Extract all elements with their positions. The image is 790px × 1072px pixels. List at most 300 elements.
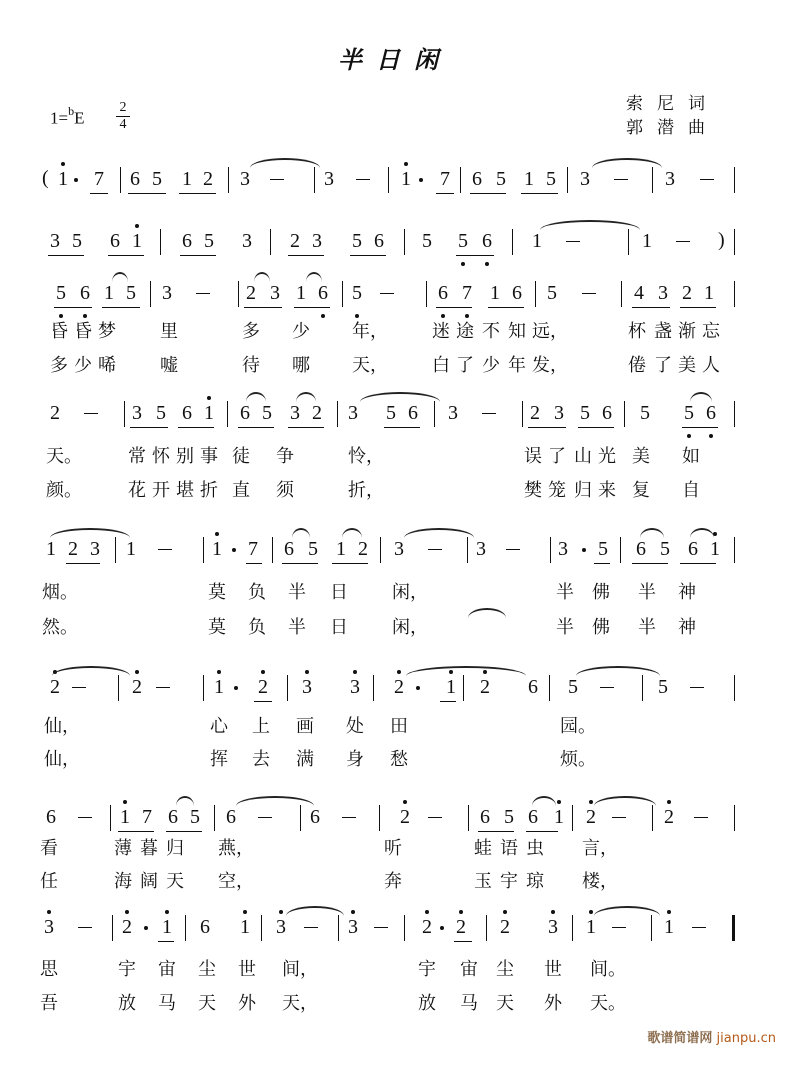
barline xyxy=(486,915,487,941)
note: 3 xyxy=(394,538,404,560)
barline xyxy=(238,281,239,307)
note: 6 xyxy=(318,282,328,304)
beam-underline xyxy=(384,427,420,428)
dash-sustain xyxy=(692,927,706,928)
note: 1 xyxy=(446,676,456,698)
dash-sustain xyxy=(690,687,704,688)
lyric-syllable: 如 xyxy=(682,446,700,467)
lyric-syllable: 外 xyxy=(544,993,562,1014)
time-signature xyxy=(116,100,130,133)
augmentation-dot xyxy=(74,178,78,182)
note: 1 xyxy=(642,230,652,252)
tie-slur xyxy=(360,392,440,402)
watermark-url: jianpu.cn xyxy=(716,1031,776,1046)
beam-underline xyxy=(454,941,472,942)
note: 5 xyxy=(580,402,590,424)
note: 1 xyxy=(104,282,114,304)
note: 7 xyxy=(462,282,472,304)
note: 6 xyxy=(46,806,56,828)
note: 6 xyxy=(528,806,538,828)
dash-sustain xyxy=(304,927,318,928)
beam-underline xyxy=(294,307,330,308)
barline xyxy=(572,915,573,941)
credits xyxy=(626,92,719,140)
barline xyxy=(112,915,113,941)
note: 5 xyxy=(640,402,650,424)
note: 4 xyxy=(634,282,644,304)
note: 2 xyxy=(422,916,432,938)
barline xyxy=(203,537,204,563)
lyric-syllable: 听 xyxy=(384,838,402,859)
barline xyxy=(214,805,215,831)
barline xyxy=(118,675,119,701)
note: 6 xyxy=(200,916,210,938)
barline xyxy=(373,675,374,701)
dash-sustain xyxy=(270,179,284,180)
lyric-syllable: 了 xyxy=(548,446,566,467)
barline xyxy=(624,401,625,427)
dash-sustain xyxy=(78,927,92,928)
note: 3 xyxy=(50,230,60,252)
time-denominator: 4 xyxy=(116,116,130,133)
note: 3 xyxy=(132,402,142,424)
lyric-syllable: 渐 xyxy=(678,321,696,342)
note: 6 xyxy=(408,402,418,424)
note: 5 xyxy=(72,230,82,252)
note: 5 xyxy=(352,230,362,252)
barline xyxy=(404,229,405,255)
augmentation-dot xyxy=(582,548,586,552)
note: 3 xyxy=(476,538,486,560)
dash-sustain xyxy=(84,413,98,414)
note: 1 xyxy=(182,168,192,190)
lyric-syllable: 宇 xyxy=(418,959,436,980)
note: 6 xyxy=(602,402,612,424)
dash-sustain xyxy=(482,413,496,414)
lyric-syllable: 蛙 xyxy=(474,838,492,859)
lyric-syllable: 玉 xyxy=(474,871,492,892)
lyric-syllable: 马 xyxy=(158,993,176,1014)
lyric-syllable: 山 xyxy=(574,446,592,467)
barline xyxy=(300,805,301,831)
lyric-syllable: 知 xyxy=(508,321,526,342)
lyric-syllable: 忘 xyxy=(702,321,720,342)
note: 1 xyxy=(126,538,136,560)
flat-sign: b xyxy=(68,104,75,118)
note: 3 xyxy=(302,676,312,698)
barline xyxy=(426,281,427,307)
tie-slur xyxy=(342,528,362,538)
lyric-syllable: 仙， xyxy=(44,749,80,770)
beam-underline xyxy=(158,941,174,942)
lyric-syllable: 世 xyxy=(544,959,562,980)
barline xyxy=(338,915,339,941)
lyric-syllable: 笼 xyxy=(548,480,566,501)
note: 1 xyxy=(212,538,222,560)
lyric-syllable: 开 xyxy=(152,480,170,501)
note: 3 xyxy=(580,168,590,190)
note: 3 xyxy=(242,230,252,252)
augmentation-dot xyxy=(234,686,238,690)
lyric-syllable: 光 xyxy=(598,446,616,467)
lyric-syllable: 天， xyxy=(352,355,388,376)
note: 3 xyxy=(448,402,458,424)
lyric-syllable: 然。 xyxy=(42,617,78,638)
lyric-syllable: 少 xyxy=(292,321,310,342)
note: 6 xyxy=(528,676,538,698)
barline xyxy=(734,401,735,427)
note: 2 xyxy=(122,916,132,938)
beam-underline xyxy=(436,193,454,194)
note: 1 xyxy=(554,806,564,828)
lyric-syllable: 途 xyxy=(456,321,474,342)
note: 3 xyxy=(324,168,334,190)
barline xyxy=(342,281,343,307)
barline xyxy=(124,401,125,427)
barline xyxy=(734,281,735,307)
lyric-syllable: 花 xyxy=(128,480,146,501)
barline xyxy=(628,229,629,255)
lyric-syllable: 发， xyxy=(532,355,568,376)
note: 6 xyxy=(110,230,120,252)
lyric-syllable: 燕， xyxy=(218,838,254,859)
key-prefix: 1= xyxy=(50,108,69,128)
barline xyxy=(203,675,204,701)
note: 1 xyxy=(710,538,720,560)
barline xyxy=(620,537,621,563)
dash-sustain xyxy=(700,179,714,180)
lyric-syllable: 须 xyxy=(276,480,294,501)
note: 5 xyxy=(126,282,136,304)
barline xyxy=(270,229,271,255)
note: 3 xyxy=(558,538,568,560)
note: 2 xyxy=(586,806,596,828)
augmentation-dot xyxy=(144,926,148,930)
note: 1 xyxy=(704,282,714,304)
lyric-syllable: 常 xyxy=(128,446,146,467)
barline xyxy=(120,167,121,193)
barline xyxy=(734,167,735,193)
lyric-syllable: 满 xyxy=(296,749,314,770)
note: 6 xyxy=(688,538,698,560)
lyric-syllable: 折， xyxy=(348,480,384,501)
beam-underline xyxy=(632,563,668,564)
dash-sustain xyxy=(600,687,614,688)
barline xyxy=(227,401,228,427)
beam-underline xyxy=(180,255,216,256)
beam-underline xyxy=(578,427,614,428)
note: 6 xyxy=(480,806,490,828)
note: 3 xyxy=(665,168,675,190)
close-paren: ) xyxy=(718,229,725,251)
note: 7 xyxy=(94,168,104,190)
note: 5 xyxy=(152,168,162,190)
note: 2 xyxy=(664,806,674,828)
augmentation-dot xyxy=(419,178,423,182)
note: 3 xyxy=(290,402,300,424)
key-signature xyxy=(50,106,84,129)
lyric-syllable: 倦 xyxy=(628,355,646,376)
note: 6 xyxy=(482,230,492,252)
lyric-syllable: 少 xyxy=(482,355,500,376)
beam-underline xyxy=(118,831,154,832)
note: 5 xyxy=(386,402,396,424)
note: 1 xyxy=(132,230,142,252)
lyric-syllable: 宇 xyxy=(500,871,518,892)
lyric-syllable: 折 xyxy=(200,480,218,501)
beam-underline xyxy=(350,255,386,256)
lyric-syllable: 虫 xyxy=(526,838,544,859)
lyric-syllable: 心 xyxy=(210,716,228,737)
note: 3 xyxy=(162,282,172,304)
note: 1 xyxy=(120,806,130,828)
lyric-syllable: 画 xyxy=(296,716,314,737)
note: 1 xyxy=(296,282,306,304)
barline xyxy=(734,537,735,563)
lyric-syllable: 盏 xyxy=(654,321,672,342)
beam-underline xyxy=(528,427,566,428)
dash-sustain xyxy=(614,179,628,180)
note: 5 xyxy=(352,282,362,304)
barline xyxy=(550,537,551,563)
lyric-syllable: 马 xyxy=(460,993,478,1014)
tie-slur xyxy=(246,392,266,402)
dash-sustain xyxy=(676,241,690,242)
beam-underline xyxy=(470,193,506,194)
note: 1 xyxy=(586,916,596,938)
barline xyxy=(734,229,735,255)
beam-underline xyxy=(632,307,670,308)
beam-underline xyxy=(244,307,282,308)
lyric-syllable: 语 xyxy=(500,838,518,859)
note: 5 xyxy=(546,168,556,190)
lyric-syllable: 海 xyxy=(114,871,132,892)
beam-underline xyxy=(246,563,262,564)
note: 2 xyxy=(682,282,692,304)
note: 6 xyxy=(284,538,294,560)
lyric-syllable: 杯 xyxy=(628,321,646,342)
note: 2 xyxy=(132,676,142,698)
note: 6 xyxy=(636,538,646,560)
lyric-syllable: 日 xyxy=(330,617,348,638)
lyric-syllable: 待 xyxy=(242,355,260,376)
key-note: E xyxy=(74,108,85,128)
lyric-syllable: 天 xyxy=(166,871,184,892)
lyric-syllable: 堪 xyxy=(176,480,194,501)
note: 2 xyxy=(312,402,322,424)
tie-slur xyxy=(250,158,320,168)
barline xyxy=(572,805,573,831)
note: 2 xyxy=(500,916,510,938)
note: 1 xyxy=(214,676,224,698)
note: 2 xyxy=(456,916,466,938)
tie-slur xyxy=(236,796,314,806)
note: 2 xyxy=(290,230,300,252)
note: 2 xyxy=(394,676,404,698)
lyric-syllable: 负 xyxy=(248,617,266,638)
lyric-syllable: 放 xyxy=(118,993,136,1014)
lyric-syllable: 奔 xyxy=(384,871,402,892)
beam-underline xyxy=(54,307,92,308)
lyric-syllable: 薄 xyxy=(114,838,132,859)
tie-slur xyxy=(112,272,128,282)
barline xyxy=(434,401,435,427)
beam-underline xyxy=(526,831,558,832)
beam-underline xyxy=(166,831,202,832)
lyric-syllable: 烟。 xyxy=(42,582,78,603)
lyric-syllable: 徒 xyxy=(232,446,250,467)
note: 5 xyxy=(658,676,668,698)
note: 5 xyxy=(496,168,506,190)
lyric-syllable: 暮 xyxy=(140,838,158,859)
note: 5 xyxy=(56,282,66,304)
note: 5 xyxy=(190,806,200,828)
beam-underline xyxy=(179,193,216,194)
note: 5 xyxy=(684,402,694,424)
lyric-syllable: 佛 xyxy=(592,617,610,638)
tie-slur xyxy=(292,528,310,538)
lyric-syllable: 园。 xyxy=(560,716,596,737)
dash-sustain xyxy=(612,927,626,928)
tie-slur xyxy=(306,272,322,282)
barline xyxy=(404,915,405,941)
lyric-syllable: 唏 xyxy=(98,355,116,376)
barline xyxy=(228,167,229,193)
note: 6 xyxy=(80,282,90,304)
tie-slur xyxy=(254,272,270,282)
beam-underline xyxy=(288,255,324,256)
lyric-syllable: 事 xyxy=(200,446,218,467)
beam-underline xyxy=(178,427,214,428)
barline xyxy=(642,675,643,701)
lyric-syllable: 嘘 xyxy=(160,355,178,376)
dash-sustain xyxy=(156,687,170,688)
beam-underline xyxy=(238,427,274,428)
barline xyxy=(388,167,389,193)
lyric-syllable: 梦 xyxy=(98,321,116,342)
lyric-syllable: 挥 xyxy=(210,749,228,770)
augmentation-dot xyxy=(416,686,420,690)
dash-sustain xyxy=(694,817,708,818)
barline xyxy=(652,167,653,193)
lyric-syllable: 任 xyxy=(40,871,58,892)
barline xyxy=(287,675,288,701)
beam-underline xyxy=(254,701,272,702)
note: 2 xyxy=(203,168,213,190)
note: 5 xyxy=(156,402,166,424)
note: 1 xyxy=(532,230,542,252)
lyric-syllable: 负 xyxy=(248,582,266,603)
dash-sustain xyxy=(380,293,394,294)
barline xyxy=(652,805,653,831)
dash-sustain xyxy=(258,817,272,818)
lyric-syllable: 了 xyxy=(654,355,672,376)
note: 2 xyxy=(400,806,410,828)
tie-slur xyxy=(690,392,712,402)
augmentation-dot xyxy=(440,926,444,930)
tie-slur xyxy=(540,220,640,230)
note: 5 xyxy=(547,282,557,304)
note: 1 xyxy=(336,538,346,560)
dash-sustain xyxy=(374,927,388,928)
dash-sustain xyxy=(506,549,520,550)
lyric-syllable: 年 xyxy=(508,355,526,376)
lyric-syllable: 烦。 xyxy=(560,749,596,770)
beam-underline xyxy=(66,563,100,564)
time-numerator: 2 xyxy=(119,100,127,115)
note: 3 xyxy=(276,916,286,938)
lyric-syllable: 自 xyxy=(682,480,700,501)
note: 3 xyxy=(548,916,558,938)
beam-underline xyxy=(282,563,318,564)
note: 3 xyxy=(240,168,250,190)
tie-slur xyxy=(286,906,344,916)
lyric-syllable: 半 xyxy=(556,617,574,638)
lyric-syllable: 了 xyxy=(456,355,474,376)
lyric-syllable: 怀 xyxy=(152,446,170,467)
barline xyxy=(115,537,116,563)
beam-underline xyxy=(288,427,324,428)
lyric-syllable: 田 xyxy=(390,716,408,737)
lyric-syllable: 半 xyxy=(638,582,656,603)
lyric-syllable: 年， xyxy=(352,321,388,342)
lyric-syllable: 吾 xyxy=(40,993,58,1014)
note: 3 xyxy=(44,916,54,938)
beam-underline xyxy=(680,307,716,308)
lyric-syllable: 迷 xyxy=(432,321,450,342)
note: 6 xyxy=(472,168,482,190)
note: 6 xyxy=(512,282,522,304)
beam-underline xyxy=(440,701,456,702)
lyric-syllable: 哪 xyxy=(292,355,310,376)
lyric-syllable: 仙， xyxy=(44,716,80,737)
lyric-syllable: 里 xyxy=(160,321,178,342)
lyric-syllable: 闲， xyxy=(392,582,428,603)
lyric-syllable: 宙 xyxy=(460,959,478,980)
lyric-syllable: 言， xyxy=(582,838,618,859)
note: 5 xyxy=(660,538,670,560)
lyric-syllable: 白 xyxy=(432,355,450,376)
note: 3 xyxy=(554,402,564,424)
tie-slur xyxy=(690,528,714,538)
note: 2 xyxy=(50,676,60,698)
beam-underline xyxy=(102,307,140,308)
tie-slur xyxy=(640,528,664,538)
beam-underline xyxy=(680,563,716,564)
note: 5 xyxy=(308,538,318,560)
note: 1 xyxy=(162,916,172,938)
lyric-syllable: 别 xyxy=(176,446,194,467)
note: 5 xyxy=(598,538,608,560)
barline xyxy=(463,675,464,701)
open-paren: ( xyxy=(42,167,49,189)
lyric-syllable: 闲， xyxy=(392,617,428,638)
lyric-syllable: 半 xyxy=(288,582,306,603)
lyric-syllable: 莫 xyxy=(208,617,226,638)
note: 6 xyxy=(130,168,140,190)
note: 2 xyxy=(530,402,540,424)
note: 3 xyxy=(312,230,322,252)
lyric-syllable: 去 xyxy=(252,749,270,770)
lyric-syllable: 世 xyxy=(238,959,256,980)
beam-underline xyxy=(48,255,84,256)
beam-underline xyxy=(436,307,472,308)
lyric-syllable: 樊 xyxy=(524,480,542,501)
barline xyxy=(549,675,550,701)
note: 1 xyxy=(401,168,411,190)
beam-underline xyxy=(488,307,524,308)
barline xyxy=(272,537,273,563)
